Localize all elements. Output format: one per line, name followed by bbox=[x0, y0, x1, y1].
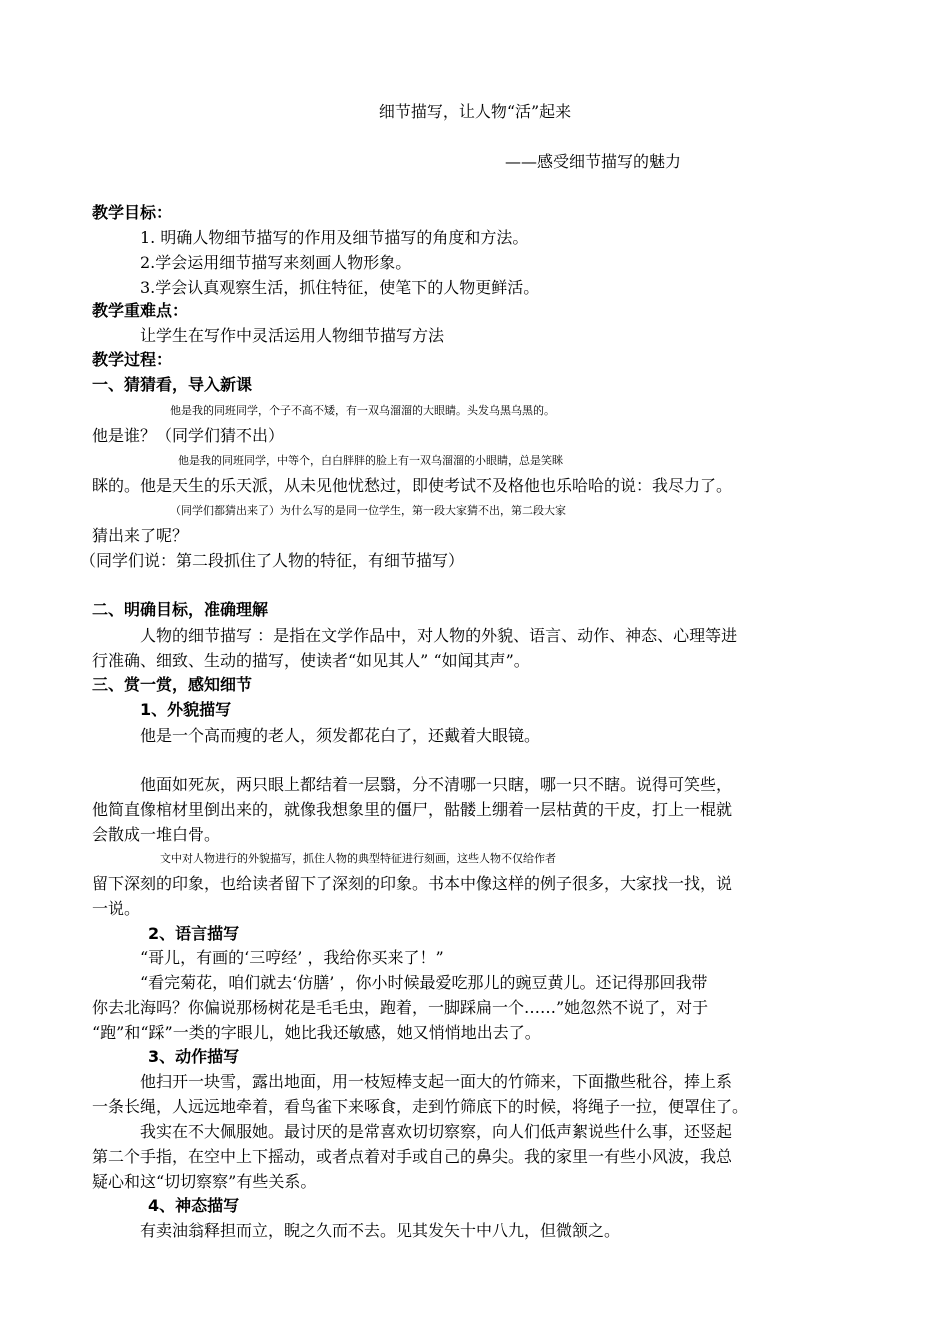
goal-1: 1. 明确人物细节描写的作用及细节描写的角度和方法。 bbox=[140, 228, 529, 247]
paragraph-line: 第二个手指，在空中上下摇动，或者点着对手或自己的鼻尖。我的家里一有些小风波，我总 bbox=[92, 1147, 733, 1166]
paragraph-line: 猜出来了呢？ bbox=[92, 526, 189, 545]
paragraph-line: 会散成一堆白骨。 bbox=[92, 825, 221, 844]
key-heading: 教学重难点： bbox=[92, 301, 189, 320]
paragraph-line: 他是我的同班同学，个子不高不矮，有一双乌溜溜的大眼睛。头发乌黑乌黑的。 bbox=[170, 404, 555, 417]
paragraph-line: 他是我的同班同学，中等个，白白胖胖的脸上有一双乌溜溜的小眼睛，总是笑眯 bbox=[178, 454, 563, 467]
subsection-heading: 1、外貌描写 bbox=[140, 700, 232, 719]
paragraph-line: 他简直像棺材里倒出来的，就像我想象里的僵尸，骷髅上绷着一层枯黄的干皮，打上一棍就 bbox=[92, 800, 733, 819]
subsection-heading: 3、动作描写 bbox=[148, 1047, 240, 1066]
subsection-heading: 2、语言描写 bbox=[148, 924, 240, 943]
paragraph-line: “跑”和“踩”一类的字眼儿，她比我还敏感，她又悄悄地出去了。 bbox=[92, 1023, 541, 1042]
paragraph-line: 人物的细节描写 ：是指在文学作品中，对人物的外貌、语言、动作、神态、心理等进 bbox=[140, 626, 738, 645]
document-title: 细节描写，让人物“活”起来 bbox=[378, 102, 572, 121]
goal-2: 2.学会运用细节描写来刻画人物形象。 bbox=[140, 253, 412, 272]
paragraph-line: （同学们都猜出来了）为什么写的是同一位学生，第一段大家猜不出，第二段大家 bbox=[170, 504, 566, 517]
document-subtitle: ——感受细节描写的魅力 bbox=[505, 152, 682, 171]
paragraph-line: 他是谁？（同学们猜不出） bbox=[92, 426, 285, 445]
paragraph-line: 行准确、细致、生动的描写，使读者“如见其人” “如闻其声”。 bbox=[92, 651, 530, 670]
paragraph-line: 他面如死灰，两只眼上都结着一层翳，分不清哪一只瞎，哪一只不瞎。说得可笑些， bbox=[140, 775, 733, 794]
section-2-heading: 二、明确目标，准确理解 bbox=[92, 600, 269, 619]
paragraph-line: 留下深刻的印象，也给读者留下了深刻的印象。书本中像这样的例子很多，大家找一找，说 bbox=[92, 874, 733, 893]
paragraph-line: 他是一个高而瘦的老人，须发都花白了，还戴着大眼镜。 bbox=[140, 726, 541, 745]
subsection-heading: 4、神态描写 bbox=[148, 1196, 240, 1215]
section-1-heading: 一、猜猜看，导入新课 bbox=[92, 375, 253, 394]
goals-heading: 教学目标： bbox=[92, 203, 173, 222]
paragraph-line: 我实在不大佩服她。最讨厌的是常喜欢切切察察，向人们低声絮说些什么事，还竖起 bbox=[140, 1122, 733, 1141]
paragraph-line: “哥儿，有画的‘三哼经’ ，我给你买来了！” bbox=[140, 948, 444, 967]
paragraph-line: 你去北海吗？你偏说那杨树花是毛毛虫，跑着，一脚踩扁一个……”她忽然不说了，对于 bbox=[92, 998, 709, 1017]
paragraph-line: 他扫开一块雪，露出地面，用一枝短棒支起一面大的竹筛来，下面撒些秕谷，捧上系 bbox=[140, 1072, 733, 1091]
section-3-heading: 三、赏一赏，感知细节 bbox=[92, 675, 253, 694]
process-heading: 教学过程： bbox=[92, 350, 173, 369]
paragraph-line: 一条长绳，人远远地牵着，看鸟雀下来啄食，走到竹筛底下的时候，将绳子一拉，便罩住了。 bbox=[92, 1097, 749, 1116]
paragraph-line: “看完菊花，咱们就去‘仿膳’ ，你小时候最爱吃那儿的豌豆黄儿。还记得那回我带 bbox=[140, 973, 708, 992]
paragraph-line: 眯的。他是天生的乐天派，从未见他忧愁过，即使考试不及格他也乐哈哈的说：我尽力了。 bbox=[92, 476, 733, 495]
paragraph-line: 文中对人物进行的外貌描写，抓住人物的典型特征进行刻画，这些人物不仅给作者 bbox=[160, 852, 556, 865]
paragraph-line: 一说。 bbox=[92, 899, 141, 918]
goal-3: 3.学会认真观察生活，抓住特征，使笔下的人物更鲜活。 bbox=[140, 278, 540, 297]
paragraph-line: 有卖油翁释担而立，睨之久而不去。见其发矢十中八九，但微颔之。 bbox=[140, 1221, 621, 1240]
paragraph-line: 疑心和这“切切察察”有些关系。 bbox=[92, 1172, 317, 1191]
key-text: 让学生在写作中灵活运用人物细节描写方法 bbox=[140, 326, 445, 345]
paragraph-line: （同学们说：第二段抓住了人物的特征，有细节描写） bbox=[80, 551, 465, 570]
